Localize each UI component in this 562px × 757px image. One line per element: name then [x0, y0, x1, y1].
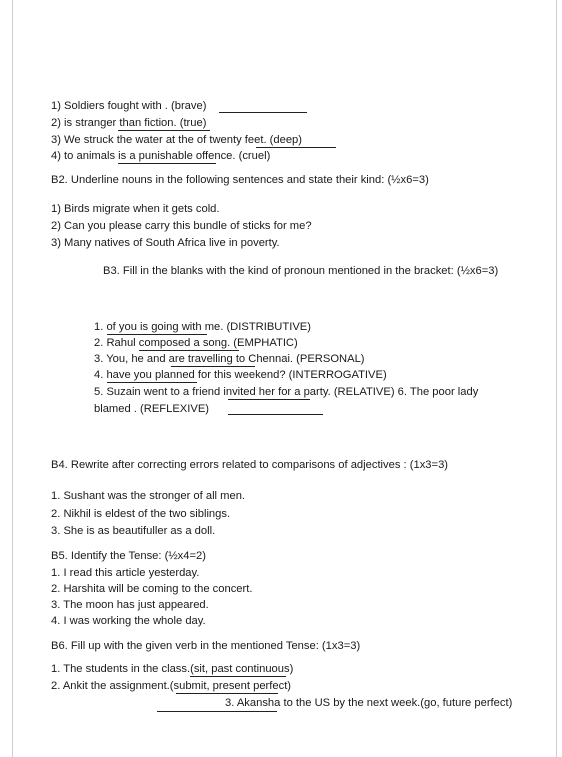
b2-item-3: 3) Many natives of South Africa live in poverty. [51, 237, 280, 249]
b1-item-1: 1) Soldiers fought with . (brave) [51, 100, 207, 112]
page-left-border [12, 0, 13, 757]
b3-item-2: 2. Rahul composed a song. (EMPHATIC) [94, 337, 298, 349]
b3-item-5: 5. Suzain went to a friend invited her for a party. (RELATIVE) 6. The poor lady [94, 386, 479, 398]
b4-item-3: 3. She is as beautifuller as a doll. [51, 525, 216, 537]
b3-item-5-underline [228, 399, 310, 400]
b6-item-3: 3. Akansha to the US by the next week.(go, future perfect) [225, 697, 513, 709]
b3-item-1: 1. of you is going with me. (DISTRIBUTIVE) [94, 321, 311, 333]
b3-item-4-underline [107, 382, 197, 383]
b3-item-6-blank [228, 414, 323, 415]
b4-item-1: 1. Sushant was the stronger of all men. [51, 490, 246, 502]
b1-item-4: 4) to animals is a punishable offence. (cruel) [51, 150, 271, 162]
b3-heading: B3. Fill in the blanks with the kind of pronoun mentioned in the bracket: (½x6=3) [103, 265, 499, 277]
b3-item-6: blamed . (REFLEXIVE) [94, 403, 210, 415]
b4-item-2: 2. Nikhil is eldest of the two siblings. [51, 508, 231, 520]
b6-heading: B6. Fill up with the given verb in the mentioned Tense: (1x3=3) [51, 640, 361, 652]
b1-item-3: 3) We struck the water at the of twenty feet. (deep) [51, 134, 303, 146]
b5-heading: B5. Identify the Tense: (½x4=2) [51, 550, 206, 562]
b5-item-4: 4. I was working the whole day. [51, 615, 206, 627]
b2-item-1: 1) Birds migrate when it gets cold. [51, 203, 220, 215]
b3-item-3-underline [171, 366, 255, 367]
b2-item-2: 2) Can you please carry this bundle of sticks for me? [51, 220, 312, 232]
b3-item-3: 3. You, he and are travelling to Chennai. (PERSONAL) [94, 353, 365, 365]
b6-item-3-blank [157, 711, 277, 712]
b3-item-4: 4. have you planned for this weekend? (INTERROGATIVE) [94, 369, 387, 381]
b6-item-1-underline [190, 676, 286, 677]
b5-item-3: 3. The moon has just appeared. [51, 599, 209, 611]
b2-heading: B2. Underline nouns in the following sentences and state their kind: (½x6=3) [51, 174, 429, 186]
b3-item-1-underline [107, 334, 207, 335]
b5-item-2: 2. Harshita will be coming to the concert. [51, 583, 253, 595]
b1-item-2-underline [118, 130, 210, 131]
b4-heading: B4. Rewrite after correcting errors related to comparisons of adjectives : (1x3=3) [51, 459, 449, 471]
b6-item-2-underline [176, 693, 278, 694]
b1-item-2: 2) is stranger than fiction. (true) [51, 117, 207, 129]
b3-item-2-underline [139, 350, 239, 351]
b6-item-2: 2. Ankit the assignment.(submit, present perfect) [51, 680, 292, 692]
page-right-border [556, 0, 557, 757]
b6-item-1: 1. The students in the class.(sit, past continuous) [51, 663, 294, 675]
b1-item-1-blank [219, 112, 307, 113]
b1-item-3-underline [256, 147, 336, 148]
b1-item-4-underline [118, 163, 216, 164]
b5-item-1: 1. I read this article yesterday. [51, 567, 200, 579]
